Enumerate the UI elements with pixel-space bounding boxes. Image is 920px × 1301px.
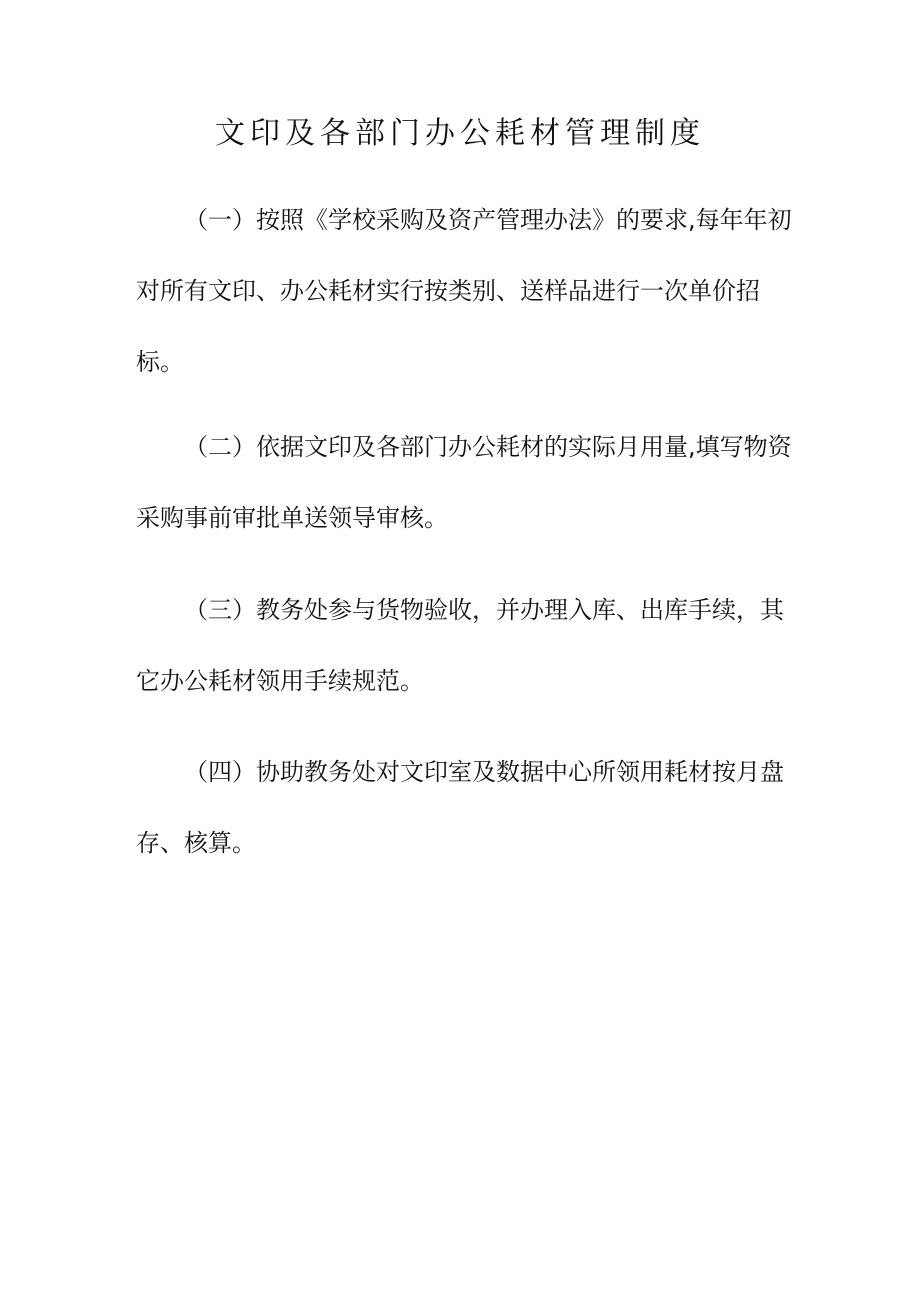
section-paragraph-3: （三）教务处参与货物验收，并办理入库、出库手续，其它办公耗材领用手续规范。: [136, 596, 784, 695]
document-title: 文印及各部门办公耗材管理制度: [215, 116, 705, 151]
section-paragraph-4: （四）协助教务处对文印室及数据中心所领用耗材按月盘存、核算。: [136, 758, 784, 857]
section-paragraph-2: （二）依据文印及各部门办公耗材的实际月用量,填写物资采购事前审批单送领导审核。: [136, 433, 792, 532]
section-paragraph-1: （一）按照《学校采购及资产管理办法》的要求,每年年初对所有文印、办公耗材实行按类别、送样品进行一次单价招标。: [136, 206, 792, 376]
